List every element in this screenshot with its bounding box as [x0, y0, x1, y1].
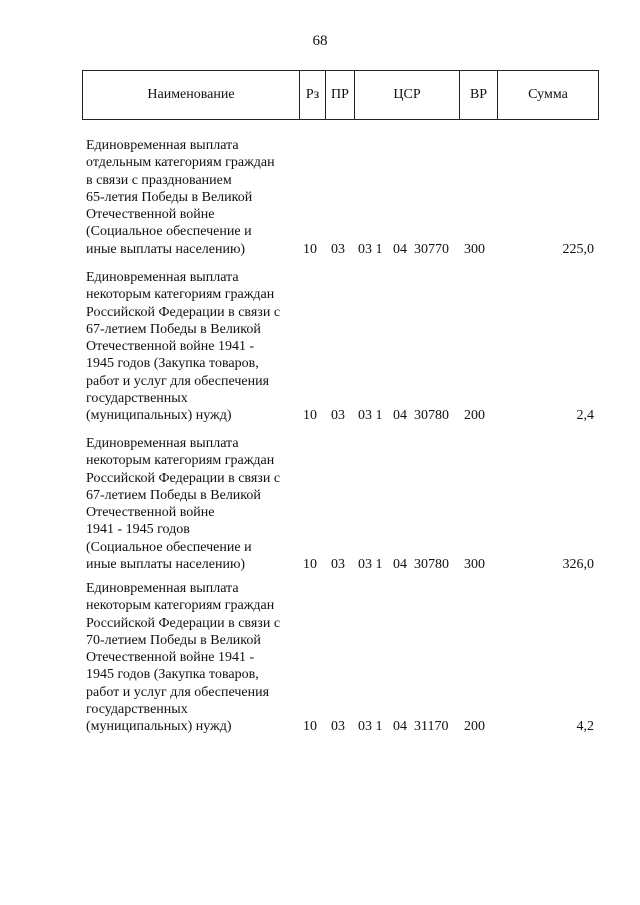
row-pr: 03	[331, 719, 345, 734]
row-rz: 10	[303, 242, 317, 257]
row-csr-code: 30770	[414, 242, 449, 257]
row-csr-program: 03 1	[358, 719, 383, 734]
table-header	[82, 70, 599, 120]
row-vr: 200	[464, 719, 485, 734]
row-pr: 03	[331, 242, 345, 257]
page-number: 68	[312, 33, 328, 49]
header-vr: ВР	[460, 71, 498, 119]
row-csr-program: 03 1	[358, 408, 383, 423]
row-pr: 03	[331, 557, 345, 572]
row-sum: 225,0	[562, 242, 594, 257]
row-csr-program: 03 1	[358, 557, 383, 572]
header-csr: ЦСР	[355, 71, 460, 119]
header-name: Наименование	[83, 71, 300, 119]
row-csr-code: 31170	[414, 719, 449, 734]
row-rz: 10	[303, 557, 317, 572]
row-sum: 2,4	[576, 408, 594, 423]
row-rz: 10	[303, 408, 317, 423]
row-csr-program: 03 1	[358, 242, 383, 257]
row-rz: 10	[303, 719, 317, 734]
row-name: Единовременная выплата некоторым категориям граждан Российской Федерации в связи с 67-летием Победы в Великой Отечественной войне 1941 - 1945 годов (Закупка товаров, работ и услуг для обеспечения государственных (муниципальных) нужд)	[86, 270, 281, 424]
row-pr: 03	[331, 408, 345, 423]
row-csr-code: 30780	[414, 557, 449, 572]
row-vr: 300	[464, 557, 485, 572]
row-sum: 4,2	[576, 719, 594, 734]
header-pr: ПР	[326, 71, 355, 119]
row-csr-subprogram: 04	[393, 242, 407, 257]
row-csr-code: 30780	[414, 408, 449, 423]
row-vr: 300	[464, 242, 485, 257]
row-sum: 326,0	[562, 557, 594, 572]
row-csr-subprogram: 04	[393, 557, 407, 572]
row-name: Единовременная выплата некоторым категориям граждан Российской Федерации в связи с 70-летием Победы в Великой Отечественной войне 1941 - 1945 годов (Закупка товаров, работ и услуг для обеспечения государственных (муниципальных) нужд)	[86, 581, 281, 735]
row-csr-subprogram: 04	[393, 719, 407, 734]
header-sum: Сумма	[528, 87, 568, 102]
row-vr: 200	[464, 408, 485, 423]
row-csr-subprogram: 04	[393, 408, 407, 423]
row-name: Единовременная выплата отдельным категориям граждан в связи с празднованием 65-летия Победы в Великой Отечественной войне (Социальное обеспечение и иные выплаты населению)	[86, 138, 275, 257]
header-rz: Рз	[300, 71, 326, 119]
row-name: Единовременная выплата некоторым категориям граждан Российской Федерации в связи с 67-летием Победы в Великой Отечественной войне 1941 - 1945 годов (Социальное обеспечение и иные выплаты населению)	[86, 436, 281, 573]
